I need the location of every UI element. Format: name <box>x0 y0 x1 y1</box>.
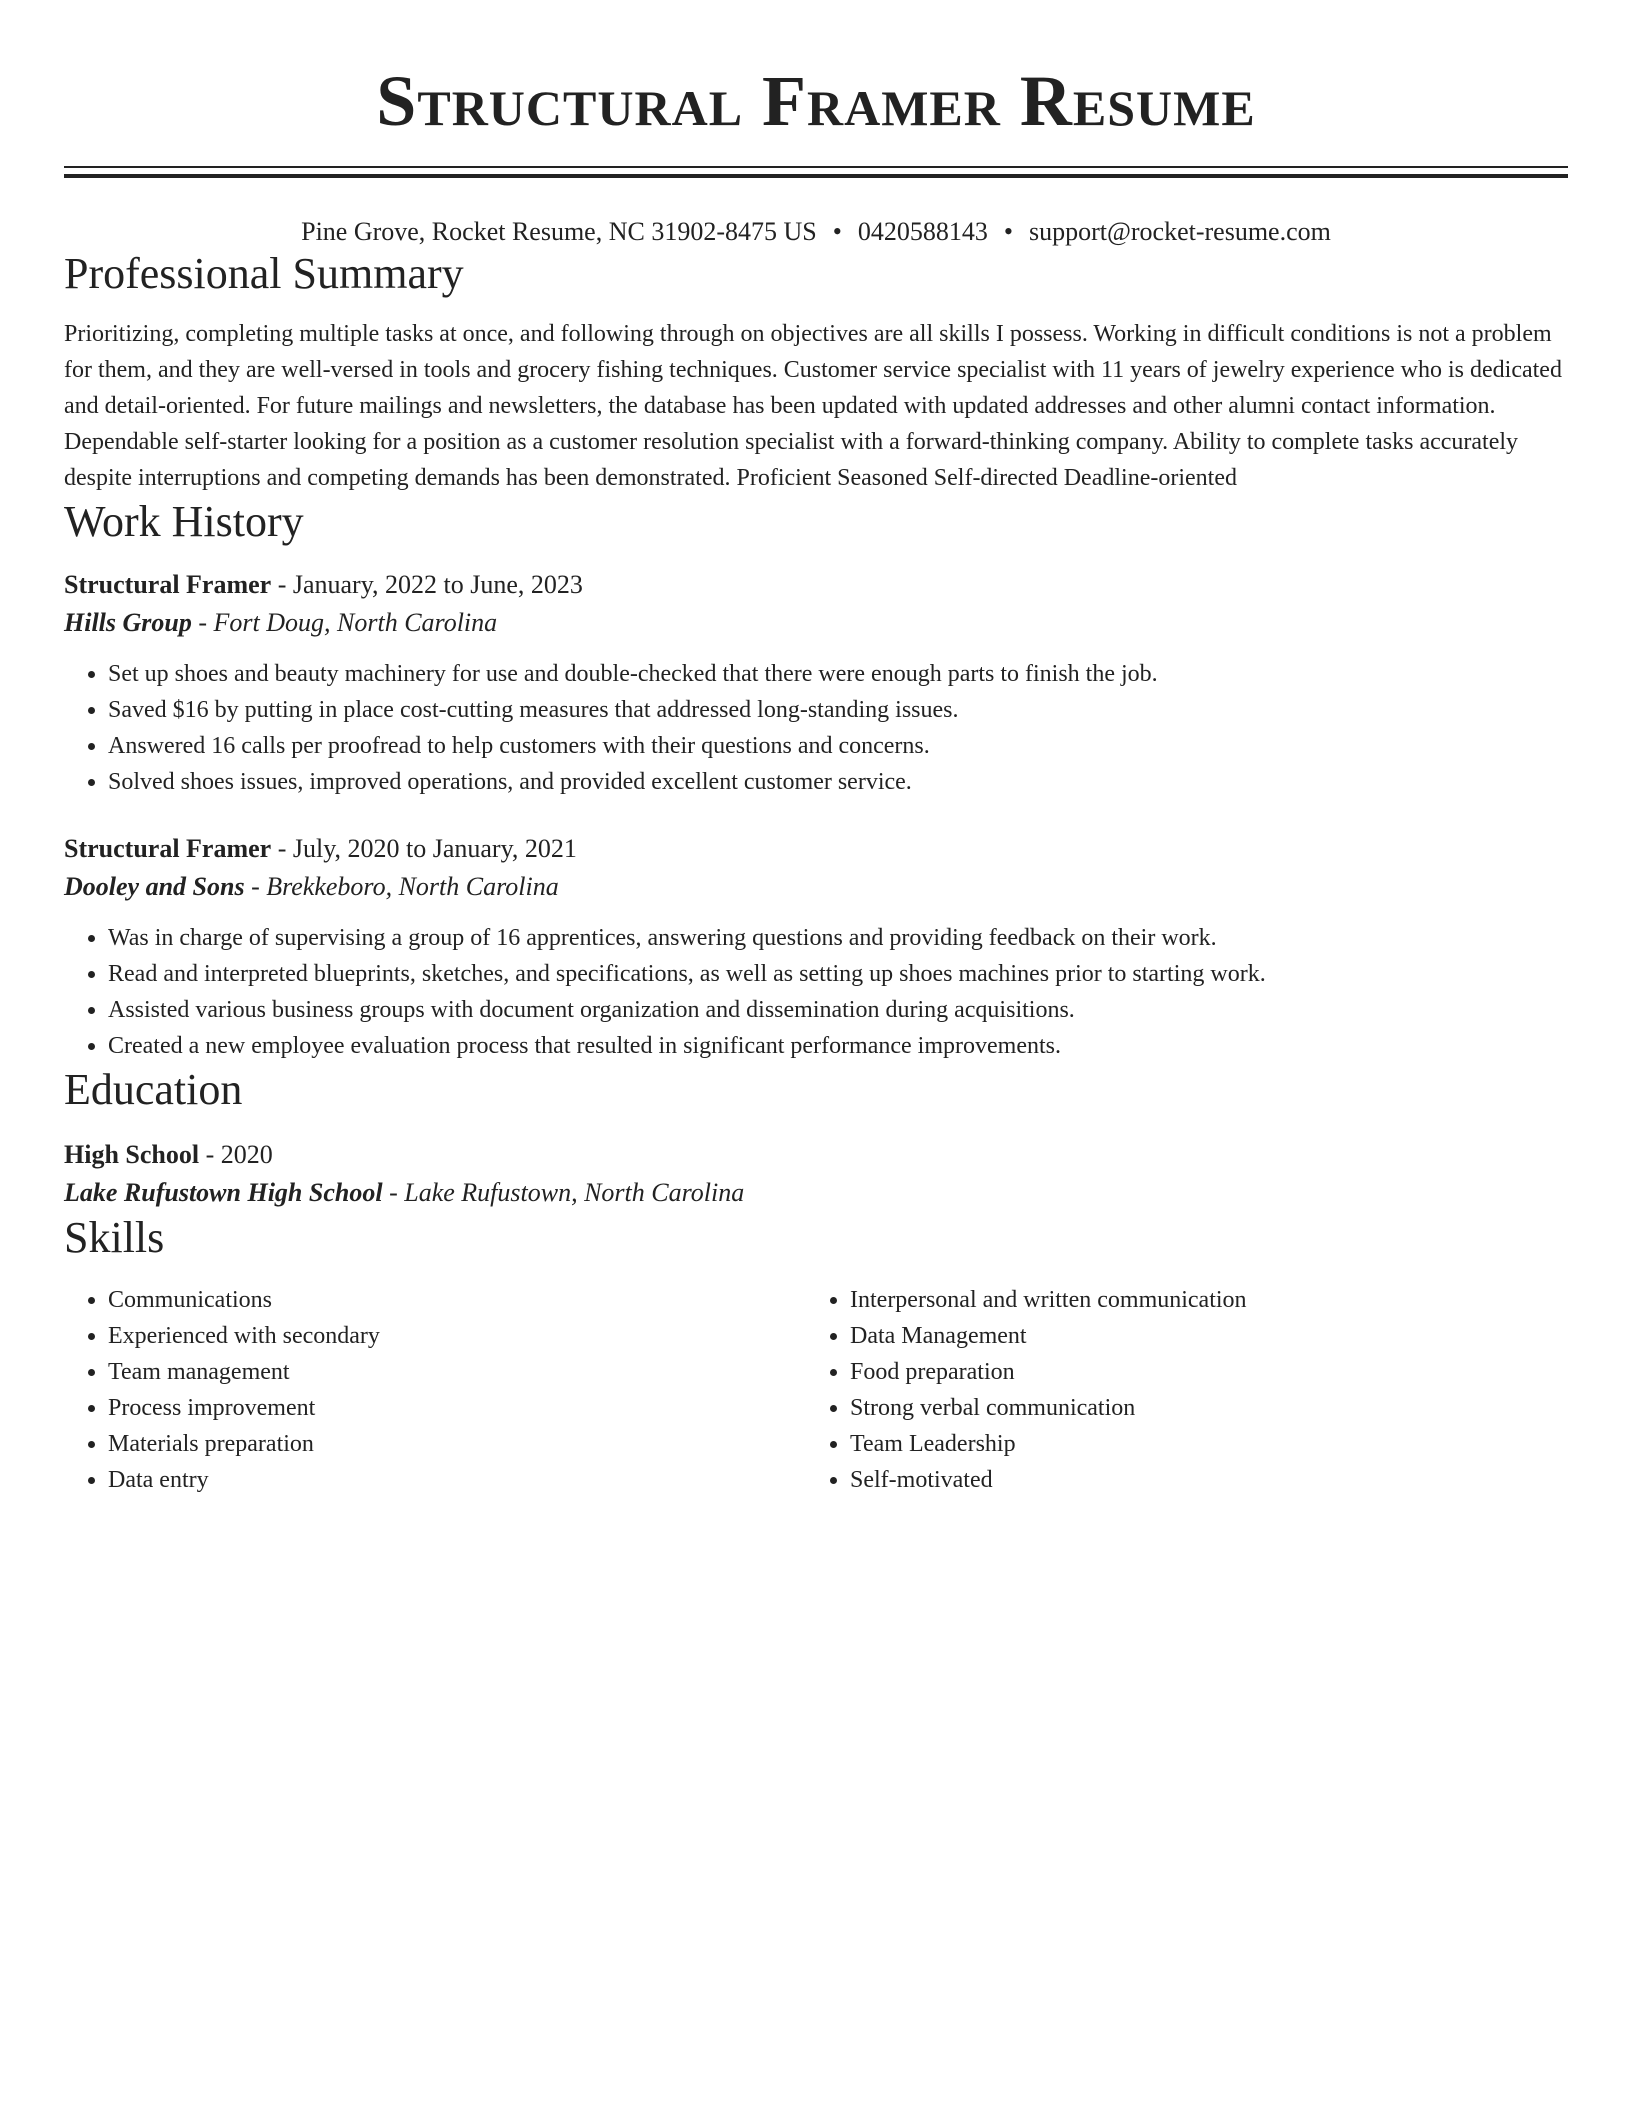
contact-separator: • <box>832 217 842 246</box>
skills-column-right <box>806 1282 1548 1498</box>
contact-address: Pine Grove, Rocket Resume, NC 31902-8475 US <box>301 217 817 246</box>
skill-item: • Communications <box>108 1282 806 1318</box>
work-history-heading: Work History <box>64 497 304 546</box>
job-entry <box>64 830 1568 1064</box>
skill-item: • Strong verbal communication <box>850 1390 1548 1426</box>
education-heading: Education <box>64 1065 243 1114</box>
education-entry <box>64 1136 1568 1212</box>
skill-item: • Process improvement <box>108 1390 806 1426</box>
resume-title: Structural Framer Resume <box>376 61 1256 141</box>
skill-item: • Experienced with secondary <box>108 1318 806 1354</box>
company-line <box>64 868 1568 906</box>
job-dates: - July, 2020 to January, 2021 <box>271 834 577 863</box>
job-dates: - January, 2022 to June, 2023 <box>271 570 583 599</box>
skill-item: • Data entry <box>108 1462 806 1498</box>
school-name: Lake Rufustown High School <box>64 1178 383 1207</box>
job-bullet: • Assisted various business groups with document organization and dissemination during acquisitions. <box>108 992 1568 1028</box>
job-title-line <box>64 566 1568 604</box>
job-bullet: • Set up shoes and beauty machinery for use and double-checked that there were enough parts to finish the job. <box>108 656 1568 692</box>
job-bullet: • Created a new employee evaluation process that resulted in significant performance improvements. <box>108 1028 1568 1064</box>
summary-text: Prioritizing, completing multiple tasks at once, and following through on objectives are all skills I possess. Working in difficult conditions is not a problem for them, and they are well-versed in tools and grocery fishing techniques. Customer service specialist with 11 years of jewelry experience who is dedicated and detail-oriented. For future mailings and newsletters, the database has been updated with updated addresses and other alumni contact information. Dependable self-starter looking for a position as a customer resolution specialist with a forward-thinking company. Ability to complete tasks accurately despite interruptions and competing demands has been demonstrated. Proficient Seasoned Self-directed Deadline-oriented <box>64 321 1562 491</box>
job-bullet: • Solved shoes issues, improved operations, and provided excellent customer service. <box>108 764 1568 800</box>
skill-item: • Team management <box>108 1354 806 1390</box>
contact-email: support@rocket-resume.com <box>1028 217 1331 246</box>
job-title: Structural Framer <box>64 570 272 599</box>
company-location: - Brekkeboro, North Carolina <box>244 872 559 901</box>
company-name: Dooley and Sons <box>64 872 245 901</box>
skill-item: • Food preparation <box>850 1354 1548 1390</box>
company-location: - Fort Doug, North Carolina <box>191 608 498 637</box>
job-bullets <box>64 656 1568 800</box>
degree-line <box>64 1136 1568 1174</box>
summary-heading: Professional Summary <box>64 249 464 298</box>
contact-separator: • <box>1003 217 1013 246</box>
skill-item: • Materials preparation <box>108 1426 806 1462</box>
title-double-rule <box>64 166 1568 178</box>
contact-phone: 0420588143 <box>857 217 988 246</box>
skill-item: • Data Management <box>850 1318 1548 1354</box>
school-line <box>64 1174 1568 1212</box>
skill-item: • Self-motivated <box>850 1462 1548 1498</box>
contact-line <box>64 216 1568 248</box>
skill-item: • Interpersonal and written communication <box>850 1282 1548 1318</box>
job-title-line <box>64 830 1568 868</box>
job-entry <box>64 566 1568 800</box>
job-bullet: • Saved $16 by putting in place cost-cutting measures that addressed long-standing issues. <box>108 692 1568 728</box>
job-bullets <box>64 920 1568 1064</box>
skills-heading: Skills <box>64 1213 165 1262</box>
job-bullet: • Answered 16 calls per proofread to help customers with their questions and concerns. <box>108 728 1568 764</box>
graduation-year: - 2020 <box>199 1140 273 1169</box>
company-line <box>64 604 1568 642</box>
job-title: Structural Framer <box>64 834 272 863</box>
company-name: Hills Group <box>64 608 192 637</box>
job-bullet: • Was in charge of supervising a group of 16 apprentices, answering questions and providing feedback on their work. <box>108 920 1568 956</box>
degree: High School <box>64 1140 200 1169</box>
skill-item: • Team Leadership <box>850 1426 1548 1462</box>
skills-column-left <box>64 1282 806 1498</box>
job-bullet: • Read and interpreted blueprints, sketches, and specifications, as well as setting up shoes machines prior to starting work. <box>108 956 1568 992</box>
skills-grid <box>64 1282 1568 1498</box>
school-location: - Lake Rufustown, North Carolina <box>382 1178 745 1207</box>
